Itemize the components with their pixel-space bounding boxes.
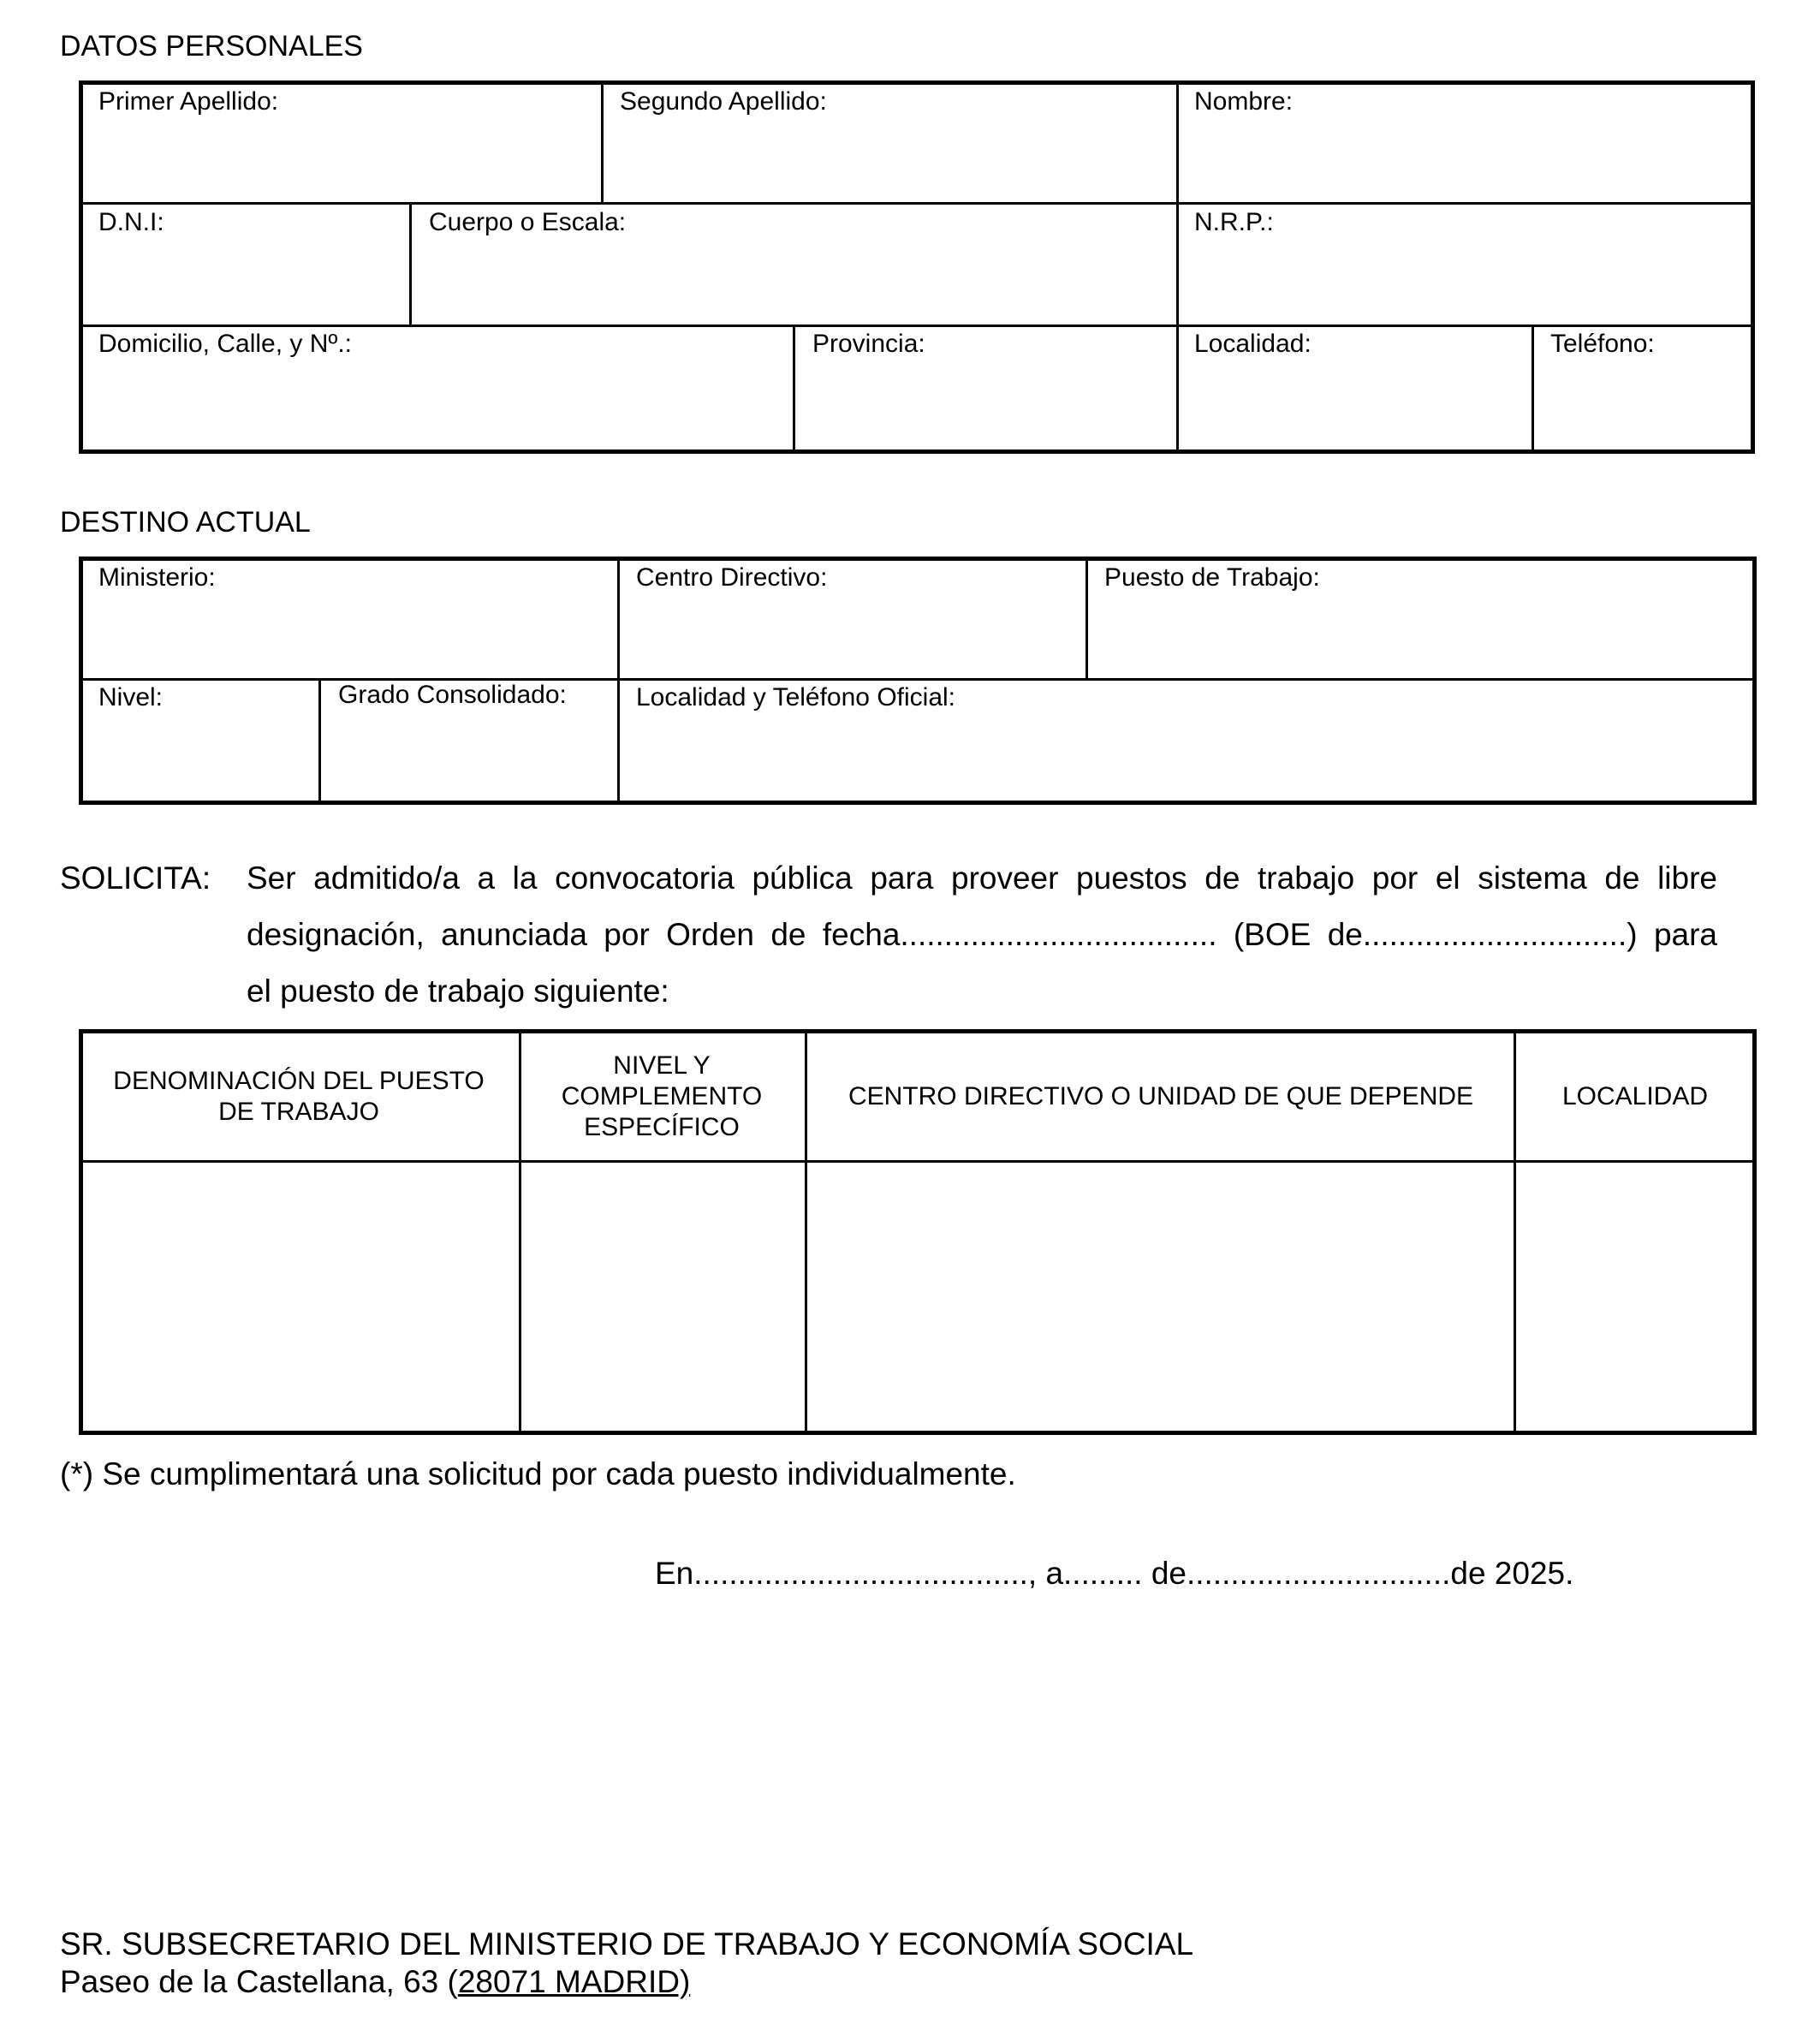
row-divider — [79, 324, 1755, 327]
solicita-text-line-2: designación, anunciada por Orden de fecha.................................... (BOE de..............................) para — [247, 917, 1717, 952]
address-street: Paseo de la Castellana, 63 ( — [60, 1964, 458, 1999]
table-border — [79, 557, 1757, 805]
nrp-field[interactable]: N.R.P.: — [1194, 208, 1274, 236]
provincia-field[interactable]: Provincia: — [812, 330, 925, 358]
table-border — [79, 80, 1755, 454]
column-divider — [793, 324, 795, 453]
dni-field[interactable]: D.N.I: — [98, 208, 164, 236]
nombre-field[interactable]: Nombre: — [1194, 87, 1294, 116]
primer-apellido-field[interactable]: Primer Apellido: — [98, 87, 279, 116]
centro-directivo-field[interactable]: Centro Directivo: — [636, 563, 828, 592]
addressee-line: SR. SUBSECRETARIO DEL MINISTERIO DE TRABAJO Y ECONOMÍA SOCIAL — [60, 1926, 1194, 1962]
segundo-apellido-field[interactable]: Segundo Apellido: — [620, 87, 827, 116]
date-place-line: En......................................, a......... de..............................de 2025. — [655, 1556, 1574, 1591]
cell-denominacion[interactable] — [83, 1163, 518, 1431]
address-line — [60, 1963, 690, 2001]
solicita-text-line-1: Ser admitido/a a la convocatoria pública para proveer puestos de trabajo por el sistema de libre — [247, 860, 1717, 896]
column-divider — [617, 557, 620, 805]
header-localidad: LOCALIDAD — [1561, 1082, 1709, 1110]
section-title-destino-actual: DESTINO ACTUAL — [60, 506, 311, 539]
footnote: (*) Se cumplimentará una solicitud por cada puesto individualmente. — [60, 1456, 1016, 1491]
cell-centro-directivo[interactable] — [807, 1163, 1513, 1431]
column-divider — [1085, 557, 1088, 679]
ministerio-field[interactable]: Ministerio: — [98, 563, 216, 592]
telefono-field[interactable]: Teléfono: — [1550, 330, 1655, 358]
domicilio-field[interactable]: Domicilio, Calle, y Nº.: — [98, 330, 353, 358]
cell-nivel-complemento[interactable] — [521, 1163, 804, 1431]
column-divider — [1532, 324, 1534, 453]
solicita-label: SOLICITA: — [60, 860, 211, 896]
section-title-datos-personales: DATOS PERSONALES — [60, 30, 363, 63]
row-divider — [79, 678, 1757, 681]
cuerpo-escala-field[interactable]: Cuerpo o Escala: — [429, 208, 627, 236]
puesto-trabajo-field[interactable]: Puesto de Trabajo: — [1104, 563, 1320, 592]
row-divider — [79, 202, 1755, 205]
column-divider — [601, 80, 604, 203]
column-divider — [409, 202, 412, 325]
column-divider — [318, 678, 321, 805]
grado-consolidado-field[interactable]: Grado Consolidado: — [338, 681, 567, 709]
header-denominacion: DENOMINACIÓN DEL PUESTO DE TRABAJO — [113, 1067, 485, 1126]
nivel-field[interactable]: Nivel: — [98, 683, 164, 711]
header-centro-directivo: CENTRO DIRECTIVO O UNIDAD DE QUE DEPENDE — [848, 1082, 1474, 1110]
header-nivel-complemento: NIVEL Y COMPLEMENTO ESPECÍFICO — [561, 1051, 763, 1141]
cell-localidad[interactable] — [1516, 1163, 1752, 1431]
column-divider — [1176, 80, 1179, 454]
solicita-text-line-3: el puesto de trabajo siguiente: — [247, 973, 669, 1009]
address-postal: 28071 MADRID) — [457, 1964, 691, 1999]
localidad-field[interactable]: Localidad: — [1194, 330, 1311, 358]
localidad-telefono-field[interactable]: Localidad y Teléfono Oficial: — [636, 683, 956, 711]
